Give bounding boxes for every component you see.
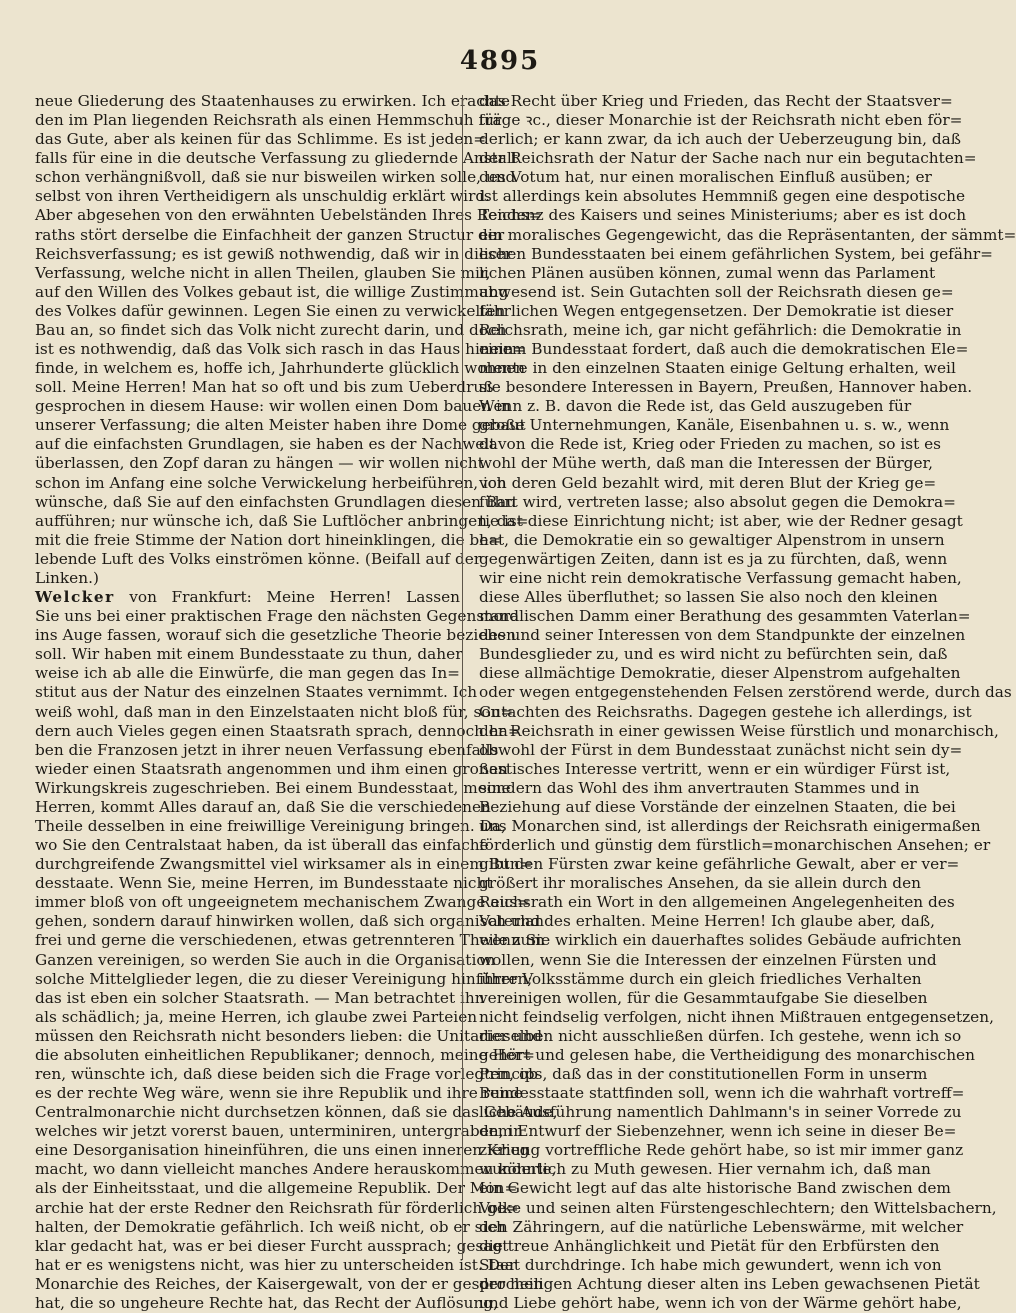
text-line: hat, die so ungeheure Rechte hat, das Recht der Auflösung,: [35, 1293, 498, 1312]
text-line: träge ꝛc., dieser Monarchie ist der Reichsrath nicht eben för=: [479, 111, 963, 130]
text-line: fährlichen Wegen entgegensetzen. Der Demokratie ist dieser: [479, 301, 954, 320]
text-line: Welcker von Frankfurt: Meine Herren! Lassen: [35, 588, 460, 607]
text-line: weise ich ab alle die Einwürfe, die man gegen das In=: [35, 664, 460, 683]
text-line: gegenwärtigen Zeiten, dann ist es ja zu fürchten, daß, wenn: [479, 549, 948, 568]
text-line: gibt den Fürsten zwar keine gefährliche Gewalt, aber er ver=: [479, 855, 960, 874]
text-line: sie besondere Interessen in Bayern, Preußen, Hannover haben.: [479, 378, 973, 397]
text-line: weiß wohl, daß man in den Einzelstaaten nicht bloß für, son=: [35, 702, 514, 721]
text-line: diese Alles überfluthet; so lassen Sie also noch den kleinen: [479, 588, 938, 607]
text-line: durchgreifende Zwangsmittel viel wirksamer als in einem Bun=: [35, 855, 533, 874]
text-line: Aber abgesehen von den erwähnten Uebelständen Ihres Reichs=: [35, 206, 542, 225]
text-line: des Volkes dafür gewinnen. Legen Sie einen zu verwickelten: [35, 301, 506, 320]
text-line: eine Desorganisation hineinführen, die uns einen inneren Krieg: [35, 1141, 530, 1160]
text-line: davon die Rede ist, Krieg oder Frieden zu machen, so ist es: [479, 435, 941, 454]
text-line: solche Mittelglieder legen, die zu dieser Vereinigung hinführen;: [35, 969, 533, 988]
text-line: Bau an, so findet sich das Volk nicht zurecht darin, und doch: [35, 320, 507, 339]
text-line: förderlich und günstig dem fürstlich=monarchischen Ansehen; er: [479, 836, 991, 855]
text-line: gesprochen in diesem Hause: wir wollen einen Dom bauen in: [35, 397, 511, 416]
speaker-name: Welcker: [35, 588, 115, 607]
text-line: als der Einheitsstaat, und die allgemeine Republik. Der Mon=: [35, 1179, 518, 1198]
text-line: falls für eine in die deutsche Verfassung zu gliedernde Anstalt: [35, 149, 518, 168]
text-line: hat er es wenigstens nicht, was hier zu unterscheiden ist. Der: [35, 1255, 517, 1274]
text-line: welches wir jetzt vorerst bauen, unterminiren, untergraben, in: [35, 1122, 524, 1141]
text-line: dern auch Vieles gegen einen Staatsrath sprach, dennoch ha=: [35, 721, 521, 740]
text-line: Reichsrath, meine ich, gar nicht gefährlich: die Demokratie in: [479, 320, 962, 339]
text-line: den im Plan liegenden Reichsrath als einen Hemmschuh für: [35, 111, 502, 130]
text-line: nicht feindselig verfolgen, nicht ihnen Mißtrauen entgegensetzen,: [479, 1007, 994, 1026]
text-line: des Votum hat, nur einen moralischen Einfluß ausüben; er: [479, 168, 932, 187]
text-line: tie ist diese Einrichtung nicht; ist aber, wie der Redner gesagt: [479, 511, 963, 530]
text-line: wieder einen Staatsrath angenommen und ihm einen großen: [35, 759, 508, 778]
text-line: lebende Luft des Volks einströmen könne. (Beifall auf der: [35, 549, 482, 568]
text-line: Staat durchdringe. Ich habe mich gewundert, wenn ich von: [479, 1255, 942, 1274]
text-line: hat, die Demokratie ein so gewaltiger Alpenstrom in unsern: [479, 530, 945, 549]
text-line: wunderlich zu Muth gewesen. Hier vernahm ich, daß man: [479, 1160, 931, 1179]
text-line: Volke und seinen alten Fürstengeschlechtern; den Wittelsbachern,: [479, 1198, 997, 1217]
text-line: Vaterlandes erhalten. Meine Herren! Ich glaube aber, daß,: [479, 912, 936, 931]
text-line: immer bloß von oft ungeeignetem mechanischem Zwange aus=: [35, 893, 530, 912]
text-line: Ganzen vereinigen, so werden Sie auch in die Organisation: [35, 950, 496, 969]
text-line: Herren, kommt Alles darauf an, daß Sie die verschiedenen: [35, 797, 491, 816]
text-line: gehen, sondern darauf hinwirken wollen, daß sich organisch und: [35, 912, 541, 931]
text-line: frei und gerne die verschiedenen, etwas getrennteren Theile zum: [35, 931, 545, 950]
text-line: derlich; er kann zwar, da ich auch der Ueberzeugung bin, daß: [479, 130, 962, 149]
text-line: ihrer Volksstämme durch ein gleich friedliches Verhalten: [479, 969, 922, 988]
text-line: Monarchie des Reiches, der Kaisergewalt, von der er gesprochen: [35, 1274, 544, 1293]
text-line: wollen, wenn Sie die Interessen der einzelnen Fürsten und: [479, 950, 937, 969]
text-line: ein Gewicht legt auf das alte historische Band zwischen dem: [479, 1179, 951, 1198]
text-line: lichen Bundesstaaten bei einem gefährlichen System, bei gefähr=: [479, 244, 993, 263]
text-line: das Gute, aber als keinen für das Schlimme. Es ist jeden=: [35, 130, 487, 149]
text-line: aufführen; nur wünsche ich, daß Sie Luftlöcher anbringen, da=: [35, 511, 529, 530]
text-line: das Recht über Krieg und Frieden, das Recht der Staatsver=: [479, 92, 953, 110]
text-line: ziehung vortreffliche Rede gehört habe, so ist mir immer ganz: [479, 1141, 964, 1160]
text-line: von deren Geld bezahlt wird, mit deren Blut der Krieg ge=: [479, 473, 937, 492]
text-line: halten, der Demokratie gefährlich. Ich weiß nicht, ob er sich: [35, 1217, 506, 1236]
text-line: schon verhängnißvoll, daß sie nur bisweilen wirken solle, und: [35, 168, 516, 187]
text-line: größert ihr moralisches Ansehen, da sie allein durch den: [479, 874, 922, 893]
left-text-column: [35, 92, 558, 1313]
text-line: raths stört derselbe die Einfachheit der ganzen Structur der: [35, 225, 505, 244]
text-line: auf den Willen des Volkes gebaut ist, die willige Zustimmung: [35, 282, 509, 301]
text-line: Theile desselben in eine freiwillige Vereinigung bringen. Da,: [35, 816, 506, 835]
text-line: finde, in welchem es, hoffe ich, Jahrhunderte glücklich wohnen: [35, 359, 526, 378]
text-line: ren, wünschte ich, daß diese beiden sich die Frage vorlegten, ob: [35, 1064, 538, 1083]
text-line: große Unternehmungen, Kanäle, Eisenbahnen u. s. w., wenn: [479, 416, 950, 435]
text-line: soll. Meine Herren! Man hat so oft und bis zum Ueberdruß: [35, 378, 494, 397]
text-line: neue Gliederung des Staatenhauses zu erwirken. Ich erachte: [35, 92, 510, 110]
text-line: lichen Plänen ausüben können, zumal wenn das Parlament: [479, 263, 936, 282]
text-line: ins Auge fassen, worauf sich die gesetzliche Theorie beziehen: [35, 626, 517, 645]
text-line: wir eine nicht rein demokratische Verfassung gemacht haben,: [479, 568, 962, 587]
text-line: stitut aus der Natur des einzelnen Staates vernimmt. Ich: [35, 683, 478, 702]
text-line: Wenn z. B. davon die Rede ist, das Geld auszugeben für: [479, 397, 912, 416]
text-line: diese allmächtige Demokratie, dieser Alpenstrom aufgehalten: [479, 664, 961, 683]
text-line: oder wegen entgegenstehenden Felsen zerstörend werde, durch das: [479, 683, 1012, 702]
page-number: 4895: [459, 46, 541, 76]
text-line: liche Ausführung namentlich Dahlmann's in seiner Vorrede zu: [479, 1103, 962, 1122]
text-line: Linken.): [35, 568, 99, 587]
text-line: auf die einfachsten Grundlagen, sie haben es der Nachwelt: [35, 435, 496, 454]
right-text-column: [479, 92, 1016, 1313]
text-line: es der rechte Weg wäre, wenn sie ihre Republik und ihre reine: [35, 1084, 523, 1103]
text-line: abwesend ist. Sein Gutachten soll der Reichsrath diesen ge=: [479, 282, 954, 301]
text-line: das ist eben ein solcher Staatsrath. — Man betrachtet ihn: [35, 988, 485, 1007]
text-line: wohl der Mühe werth, daß man die Interessen der Bürger,: [479, 454, 934, 473]
text-line: macht, wo dann vielleicht manches Andere herauskommen könnte,: [35, 1160, 557, 1179]
text-line: gehört und gelesen habe, die Vertheidigung des monarchischen: [479, 1045, 975, 1064]
text-line: obwohl der Fürst in dem Bundesstaat zunächst nicht sein dy=: [479, 740, 963, 759]
text-line: moralischen Damm einer Berathung des gesammten Vaterlan=: [479, 607, 971, 626]
text-line: dieselben nicht ausschließen dürfen. Ich gestehe, wenn ich so: [479, 1026, 962, 1045]
text-line: vereinigen wollen, für die Gesammtaufgabe Sie dieselben: [479, 988, 928, 1007]
text-line: wünsche, daß Sie auf den einfachsten Grundlagen diesen Bau: [35, 492, 517, 511]
text-line: wenn Sie wirklich ein dauerhaftes solides Gebäude aufrichten: [479, 931, 962, 950]
text-line: schon im Anfang eine solche Verwickelung herbeiführen, ich: [35, 473, 507, 492]
text-line: der heiligen Achtung dieser alten ins Leben gewachsenen Pietät: [479, 1274, 980, 1293]
text-line: ist es nothwendig, daß das Volk sich rasch in das Haus hinein=: [35, 340, 527, 359]
text-line: Wirkungskreis zugeschrieben. Bei einem Bundesstaat, meine: [35, 778, 511, 797]
text-line: archie hat der erste Redner den Reichsrath für förderlich ge=: [35, 1198, 519, 1217]
text-line: ein moralisches Gegengewicht, das die Repräsentanten, der sämmt=: [479, 225, 1016, 244]
text-line: müssen den Reichsrath nicht besonders lieben: die Unitarier und: [35, 1026, 543, 1045]
text-line: als schädlich; ja, meine Herren, ich glaube zwei Parteien: [35, 1007, 478, 1026]
text-line: die treue Anhänglichkeit und Pietät für den Erbfürsten den: [479, 1236, 940, 1255]
text-line: uns Monarchen sind, ist allerdings der Reichsrath einigermaßen: [479, 816, 981, 835]
text-line: Sie uns bei einer praktischen Frage den nächsten Gegenstand: [35, 607, 520, 626]
text-line: Tendenz des Kaisers und seines Ministeriums; aber es ist doch: [479, 206, 967, 225]
text-line: Reichsverfassung; es ist gewiß nothwendig, daß wir in dieser: [35, 244, 513, 263]
text-line: Reichsrath ein Wort in den allgemeinen Angelegenheiten des: [479, 893, 955, 912]
text-line: die absoluten einheitlichen Republikaner; dennoch, meine Her=: [35, 1045, 535, 1064]
text-line: soll. Wir haben mit einem Bundesstaate zu thun, daher: [35, 645, 463, 664]
text-line: nastisches Interesse vertritt, wenn er ein würdiger Fürst ist,: [479, 759, 951, 778]
text-line: der Reichsrath in einer gewissen Weise fürstlich und monarchisch,: [479, 721, 999, 740]
text-line: überlassen, den Zopf daran zu hängen — wir wollen nicht: [35, 454, 484, 473]
text-line: des und seiner Interessen von dem Standpunkte der einzelnen: [479, 626, 966, 645]
text-line: Centralmonarchie nicht durchsetzen können, daß sie das Gebäude,: [35, 1103, 558, 1122]
text-line: und Liebe gehört habe, wenn ich von der Wärme gehört habe,: [479, 1293, 962, 1312]
text-line: führt wird, vertreten lasse; also absolut gegen die Demokra=: [479, 492, 956, 511]
text-line: der Reichsrath der Natur der Sache nach nur ein begutachten=: [479, 149, 977, 168]
text-line: den Zähringern, auf die natürliche Lebenswärme, mit welcher: [479, 1217, 964, 1236]
text-line: mit die freie Stimme der Nation dort hineinklingen, die be=: [35, 530, 502, 549]
text-line: klar gedacht hat, was er bei dieser Furcht aussprach; gesagt: [35, 1236, 509, 1255]
text-line: selbst von ihren Vertheidigern als unschuldig erklärt wird.: [35, 187, 491, 206]
text-line: Verfassung, welche nicht in allen Theilen, glauben Sie mir,: [35, 263, 491, 282]
column-divider: [462, 95, 463, 1260]
text-line: ist allerdings kein absolutes Hemmniß gegen eine despotische: [479, 187, 966, 206]
text-line: wo Sie den Centralstaat haben, da ist überall das einfache: [35, 836, 489, 855]
text-line: sondern das Wohl des ihm anvertrauten Stammes und in: [479, 778, 920, 797]
text-line: Bundesstaate stattfinden soll, wenn ich die wahrhaft vortreff=: [479, 1084, 965, 1103]
text-line: unserer Verfassung; die alten Meister haben ihre Dome gebaut: [35, 416, 526, 435]
text-line: Gutachten des Reichsraths. Dagegen gestehe ich allerdings, ist: [479, 702, 972, 721]
text-line: einem Bundesstaat fordert, daß auch die demokratischen Ele=: [479, 340, 969, 359]
text-line: dem Entwurf der Siebenzehner, wenn ich seine in dieser Be=: [479, 1122, 957, 1141]
text-line: Bundesglieder zu, und es wird nicht zu befürchten sein, daß: [479, 645, 948, 664]
text-line: Princips, daß das in der constitutionellen Form in unserm: [479, 1064, 928, 1083]
text-line: Beziehung auf diese Vorstände der einzelnen Staaten, die bei: [479, 797, 956, 816]
text-line: ben die Franzosen jetzt in ihrer neuen Verfassung ebenfalls: [35, 740, 499, 759]
text-line: mente in den einzelnen Staaten einige Geltung erhalten, weil: [479, 359, 956, 378]
text-line: desstaate. Wenn Sie, meine Herren, im Bundesstaate nicht: [35, 874, 493, 893]
